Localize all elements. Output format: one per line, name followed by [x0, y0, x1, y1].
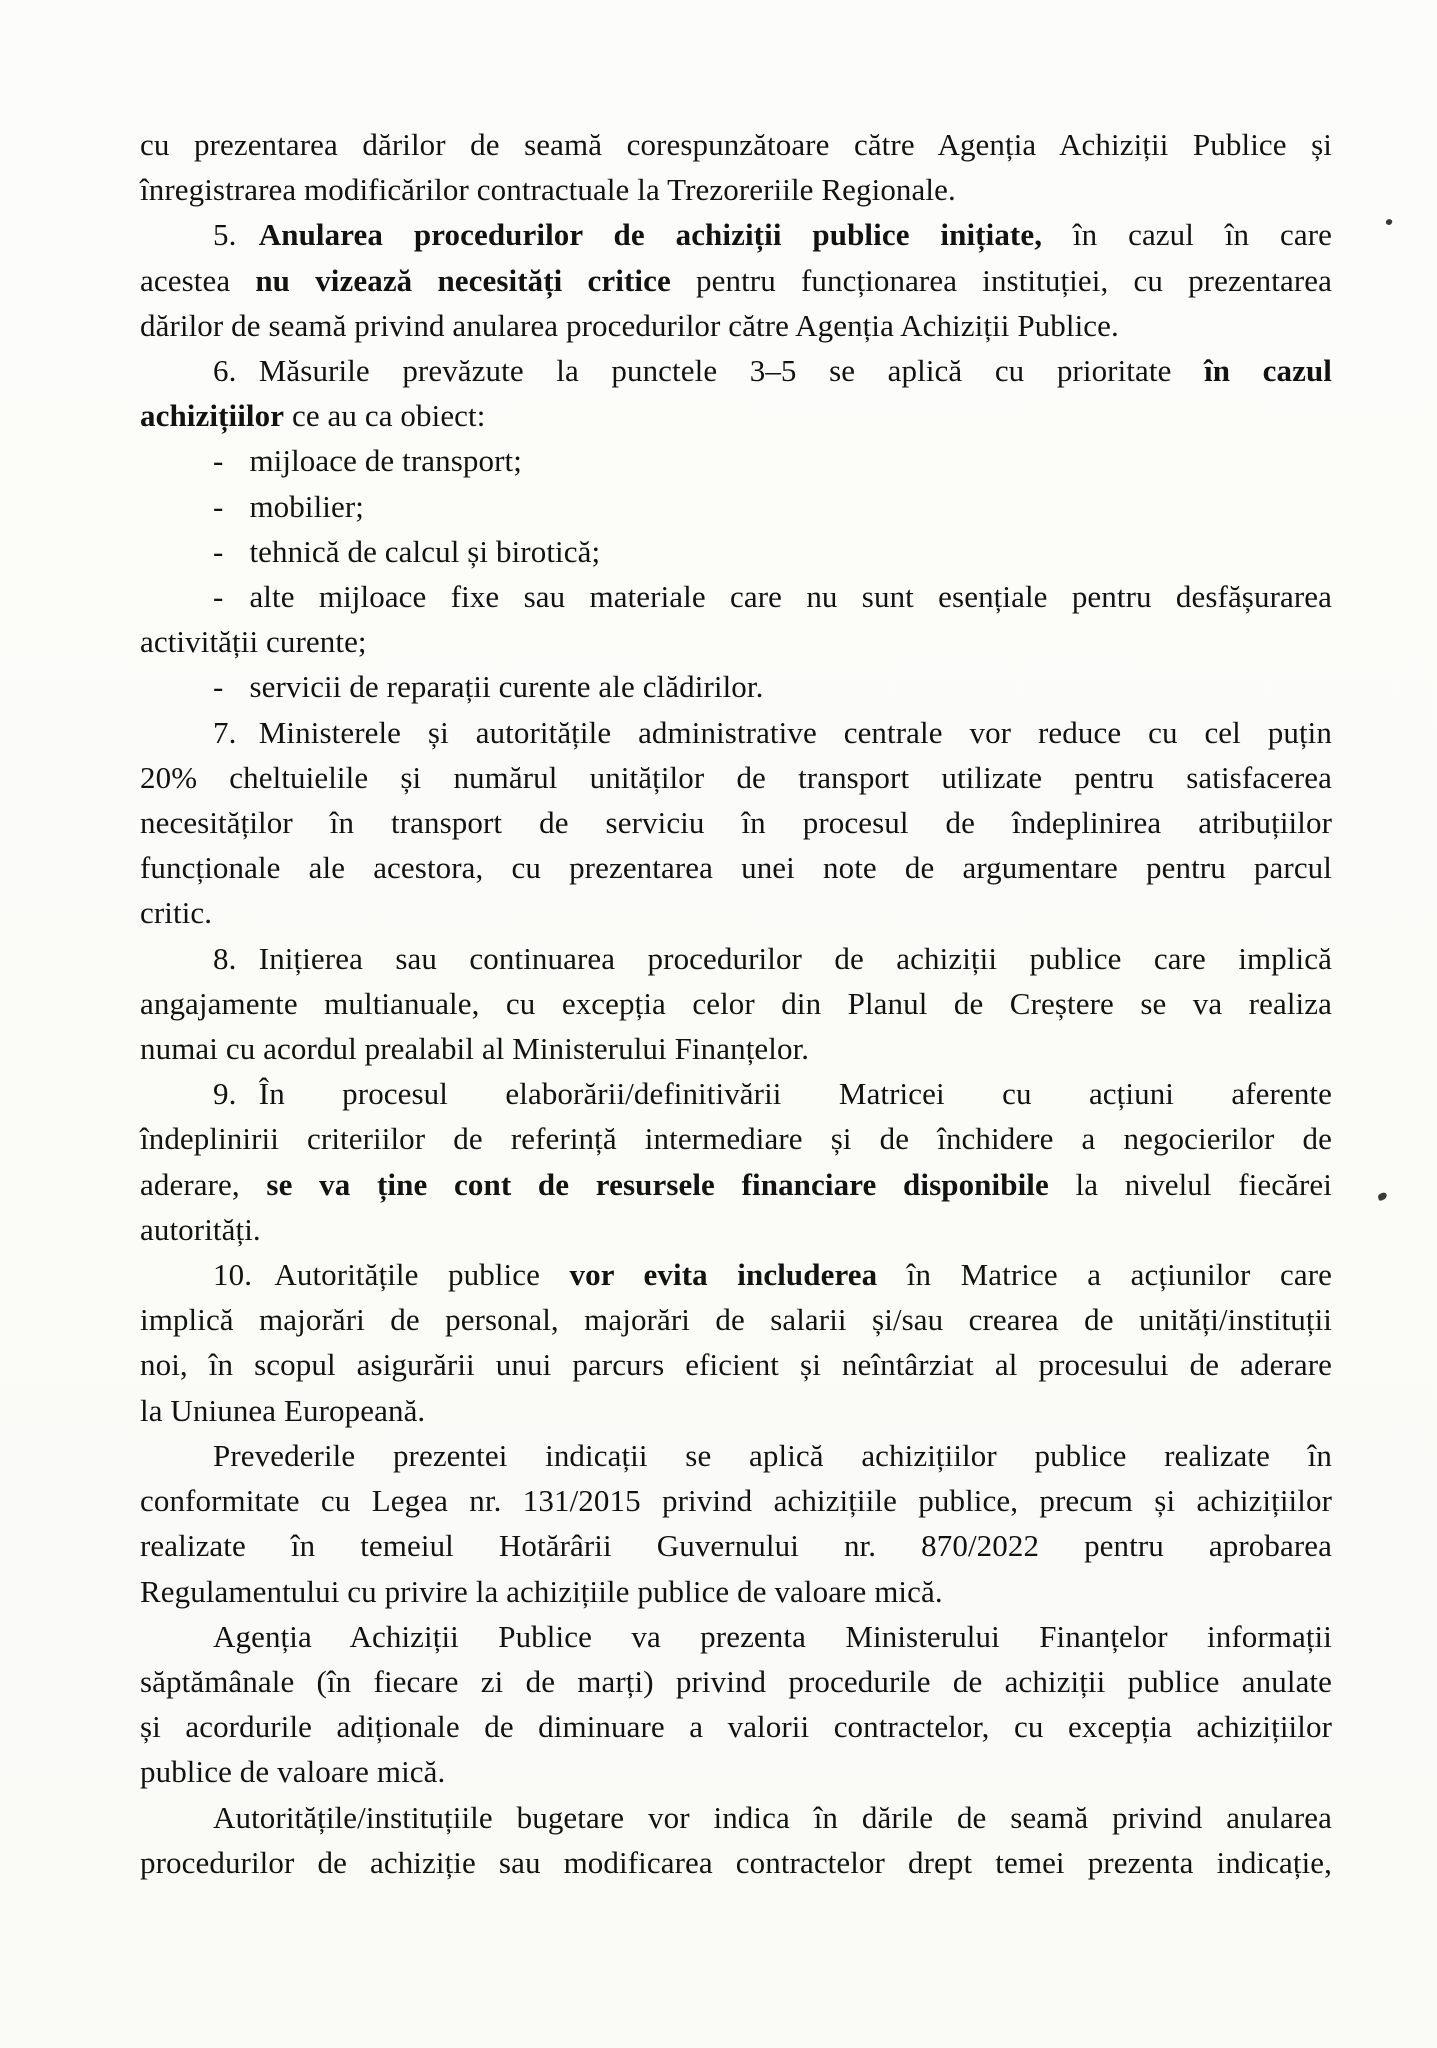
text-run: săptămânale (în fiecare zi de marți) privind procedurile de achiziții publice anulate	[140, 1663, 1332, 1699]
text-line	[140, 1569, 1332, 1614]
text-line	[140, 1162, 1332, 1207]
text-line	[140, 167, 1332, 212]
text-line	[140, 122, 1332, 167]
list-dash-icon: -	[213, 533, 224, 569]
text-line	[140, 258, 1332, 303]
item-number: 8.	[213, 940, 237, 976]
text-line	[140, 1207, 1332, 1252]
text-run: procedurilor de achiziție sau modificarea contractelor drept temei prezenta indicație,	[140, 1844, 1332, 1880]
text-line	[140, 303, 1332, 348]
text-run: numai cu acordul prealabil al Ministerului Finanțelor.	[140, 1031, 810, 1067]
text-line	[140, 981, 1332, 1026]
text-line	[140, 800, 1332, 845]
text-run: Inițierea sau continuarea procedurilor de achiziții publice care implică	[258, 940, 1332, 976]
text-run: Prevederile prezentei indicații se aplică achizițiilor publice realizate în	[213, 1437, 1332, 1473]
text-run: acestea	[140, 262, 256, 298]
list-dash-icon: -	[213, 488, 224, 524]
text-line	[140, 755, 1332, 800]
text-run: aderare,	[140, 1166, 267, 1202]
text-run: Măsurile prevăzute la punctele 3–5 se aplică cu prioritate	[258, 353, 1205, 389]
text-run: cu prezentarea dărilor de seamă corespunzătoare către Agenția Achiziții Publice și	[140, 127, 1332, 162]
text-line	[140, 348, 1332, 393]
text-line	[140, 212, 1332, 257]
scan-speck-icon	[1377, 1192, 1388, 1201]
text-line	[140, 1433, 1332, 1478]
text-line	[140, 1795, 1332, 1840]
text-run: Regulamentului cu privire la achizițiile publice de valoare mică.	[140, 1573, 943, 1609]
text-line	[140, 1704, 1332, 1749]
text-line	[140, 890, 1332, 935]
text-run: înregistrarea modificărilor contractuale la Trezoreriile Regionale.	[140, 172, 956, 208]
text-line	[140, 1659, 1332, 1704]
text-line	[140, 1342, 1332, 1387]
text-line	[140, 1388, 1332, 1433]
bold-text: Anularea procedurilor de achiziții publice inițiate,	[258, 217, 1043, 253]
text-run: în Matrice a acțiunilor care	[877, 1257, 1333, 1293]
text-run: pentru funcționarea instituției, cu prezentarea	[670, 262, 1332, 298]
text-run: îndeplinirii criteriilor de referință intermediare și de închidere a negocierilor de	[140, 1121, 1332, 1157]
text-run: dărilor de seamă privind anularea procedurilor către Agenția Achiziții Publice.	[140, 307, 1119, 343]
text-run: Agenția Achiziții Publice va prezenta Ministerului Finanțelor informații	[213, 1618, 1332, 1654]
bold-text: se va ține cont de resursele financiare disponibile	[266, 1166, 1049, 1202]
text-run: activității curente;	[140, 624, 367, 660]
text-run: Autoritățile publice	[274, 1257, 570, 1293]
text-run: și acordurile adiționale de diminuare a valorii contractelor, cu excepția achizițiilor	[140, 1709, 1332, 1745]
text-line	[140, 574, 1332, 619]
text-run: tehnică de calcul și birotică;	[249, 533, 601, 569]
text-line	[140, 1614, 1332, 1659]
text-line	[140, 529, 1332, 574]
bold-text: nu vizează necesități critice	[255, 262, 671, 298]
bold-text: achizițiilor	[140, 398, 285, 434]
bold-text: vor evita includerea	[569, 1257, 878, 1293]
text-run: la Uniunea Europeană.	[140, 1392, 426, 1428]
text-run: servicii de reparații curente ale clădirilor.	[249, 669, 764, 705]
text-run: implică majorări de personal, majorări de salarii și/sau crearea de unități/instituții	[140, 1302, 1332, 1338]
text-run: conformitate cu Legea nr. 131/2015 privind achizițiile publice, precum și achizițiilor	[140, 1483, 1332, 1519]
item-number: 10.	[213, 1257, 253, 1293]
text-run: la nivelul fiecărei	[1048, 1166, 1332, 1202]
text-line	[140, 1478, 1332, 1523]
text-run: 20% cheltuielile și numărul unităților de transport utilizate pentru satisfacerea	[140, 759, 1332, 795]
text-run: în cazul în care	[1042, 217, 1333, 253]
text-run: funcționale ale acestora, cu prezentarea unei note de argumentare pentru parcul	[140, 850, 1332, 886]
text-run: ce au ca obiect:	[284, 398, 486, 434]
text-run: critic.	[140, 895, 213, 931]
text-line	[140, 664, 1332, 709]
text-line	[140, 484, 1332, 529]
text-run: mijloace de transport;	[249, 443, 522, 479]
text-run: În procesul elaborării/definitivării Matricei cu acțiuni aferente	[258, 1076, 1332, 1112]
text-line	[140, 1116, 1332, 1161]
scan-speck-icon	[1385, 218, 1393, 226]
text-run: Autoritățile/instituțiile bugetare vor indica în dările de seamă privind anularea	[213, 1799, 1332, 1835]
text-run: alte mijloace fixe sau materiale care nu sunt esențiale pentru desfășurarea	[249, 579, 1332, 615]
text-line	[140, 438, 1332, 483]
text-run: autorități.	[140, 1211, 261, 1247]
text-line	[140, 1026, 1332, 1071]
bold-text: în cazul	[1204, 353, 1332, 389]
document-text	[140, 122, 1332, 1885]
text-line	[140, 393, 1332, 438]
list-dash-icon: -	[213, 579, 224, 615]
text-line	[140, 936, 1332, 981]
text-run: realizate în temeiul Hotărârii Guvernului nr. 870/2022 pentru aprobarea	[140, 1528, 1332, 1564]
text-run: publice de valoare mică.	[140, 1754, 446, 1790]
text-line	[140, 619, 1332, 664]
item-number: 7.	[213, 714, 237, 750]
text-line	[140, 710, 1332, 755]
text-line	[140, 845, 1332, 890]
item-number: 9.	[213, 1076, 237, 1112]
text-line	[140, 1071, 1332, 1116]
text-run: mobilier;	[249, 488, 364, 524]
text-run: necesităților în transport de serviciu în procesul de îndeplinirea atribuțiilor	[140, 805, 1332, 841]
text-line	[140, 1749, 1332, 1794]
text-run: angajamente multianuale, cu excepția celor din Planul de Creștere se va realiza	[140, 985, 1332, 1021]
list-dash-icon: -	[213, 669, 224, 705]
text-line	[140, 1840, 1332, 1885]
text-line	[140, 1523, 1332, 1568]
text-line	[140, 1297, 1332, 1342]
item-number: 6.	[213, 353, 237, 389]
item-number: 5.	[213, 217, 237, 253]
text-run: Ministerele și autoritățile administrative centrale vor reduce cu cel puțin	[258, 714, 1332, 750]
text-run: noi, în scopul asigurării unui parcurs eficient și neîntârziat al procesului de aderare	[140, 1347, 1332, 1383]
list-dash-icon: -	[213, 443, 224, 479]
text-line	[140, 1252, 1332, 1297]
